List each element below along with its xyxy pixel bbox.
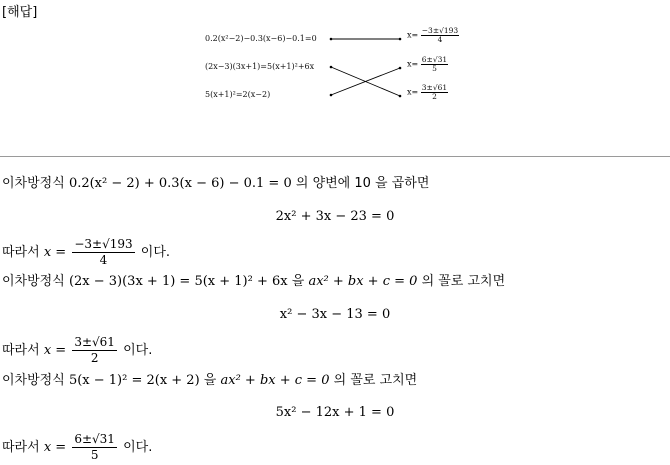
solution-2-conclusion: 따라서 x = $\frac{3\pm√61}{2}$ 이다. xyxy=(2,335,153,365)
solution-1-statement: 이차방정식 0.2(x² − 2) + 0.3(x − 6) − 0.1 = 0 의 양변에 10 을 곱하면 xyxy=(2,176,430,191)
solution-2-statement: 이차방정식 (2x − 3)(3x + 1) = 5(x + 1)² + 6x 을 ax² + bx + c = 0 의 꼴로 고치면 xyxy=(2,274,506,289)
solution-1-numerator: −3±√193 xyxy=(421,26,459,35)
solution-1-denominator: 4 xyxy=(437,35,443,44)
solution-2-numerator: 6±√31 xyxy=(421,55,448,64)
solution-1-result: 2x² + 3x − 23 = 0 xyxy=(275,209,395,224)
solution-3-conclusion: 따라서 x = $\frac{6\pm√31}{5}$ 이다. xyxy=(2,432,153,462)
matching-lines xyxy=(0,0,670,156)
solution-2-equation: (2x − 3)(3x + 1) = 5(x + 1)² + 6x xyxy=(68,274,288,289)
section-divider xyxy=(0,156,670,157)
solution-3-answer-denominator: 5 xyxy=(90,448,99,462)
solution-3-denominator: 2 xyxy=(432,92,437,101)
solution-3-statement: 이차방정식 5(x − 1)² = 2(x + 2) 을 ax² + bx + c = 0 의 꼴로 고치면 xyxy=(2,373,418,388)
matching-solution-2: x= $\frac{6\pm√31}{5}$ xyxy=(407,55,448,73)
matching-solution-1: x= $\frac{-3\pm√193}{4}$ xyxy=(407,26,459,44)
solution-3-answer-numerator: 6±√31 xyxy=(74,432,115,446)
answer-header: [해답] xyxy=(2,5,38,20)
solution-1-equation: 0.2(x² − 2) + 0.3(x − 6) − 0.1 = 0 xyxy=(68,176,292,191)
solution-2-answer-numerator: 3±√61 xyxy=(74,335,115,349)
dot-sol-1 xyxy=(399,38,402,41)
matching-equation-3: 5(x+1)²=2(x−2) xyxy=(205,90,271,99)
dot-eq-2 xyxy=(330,66,333,69)
matching-solution-3: x= $\frac{3\pm√61}{2}$ xyxy=(407,83,448,101)
solution-3-numerator: 3±√61 xyxy=(421,83,448,92)
matching-equation-1: 0.2(x²−2)−0.3(x−6)−0.1=0 xyxy=(205,34,317,43)
solution-1-conclusion: 따라서 x = $\frac{-3\pm√193}{4}$ 이다. xyxy=(2,237,171,267)
matching-equation-2: (2x−3)(3x+1)=5(x+1)²+6x xyxy=(205,62,315,71)
dot-eq-3 xyxy=(330,94,333,97)
dot-sol-2 xyxy=(399,67,402,70)
solution-3-equation: 5(x − 1)² = 2(x + 2) xyxy=(68,373,200,388)
solution-1-answer-numerator: −3±√193 xyxy=(74,237,133,251)
solution-2-denominator: 5 xyxy=(432,64,437,73)
dot-sol-3 xyxy=(399,95,402,98)
standard-form: ax² + bx + c = 0 xyxy=(220,373,330,388)
solution-2-answer-denominator: 2 xyxy=(90,351,99,365)
match-line-3 xyxy=(331,68,400,95)
standard-form: ax² + bx + c = 0 xyxy=(308,274,418,289)
solution-2-result: x² − 3x − 13 = 0 xyxy=(279,307,391,322)
solution-3-result: 5x² − 12x + 1 = 0 xyxy=(275,405,395,420)
solution-1-answer-denominator: 4 xyxy=(99,253,108,267)
dot-eq-1 xyxy=(330,38,333,41)
